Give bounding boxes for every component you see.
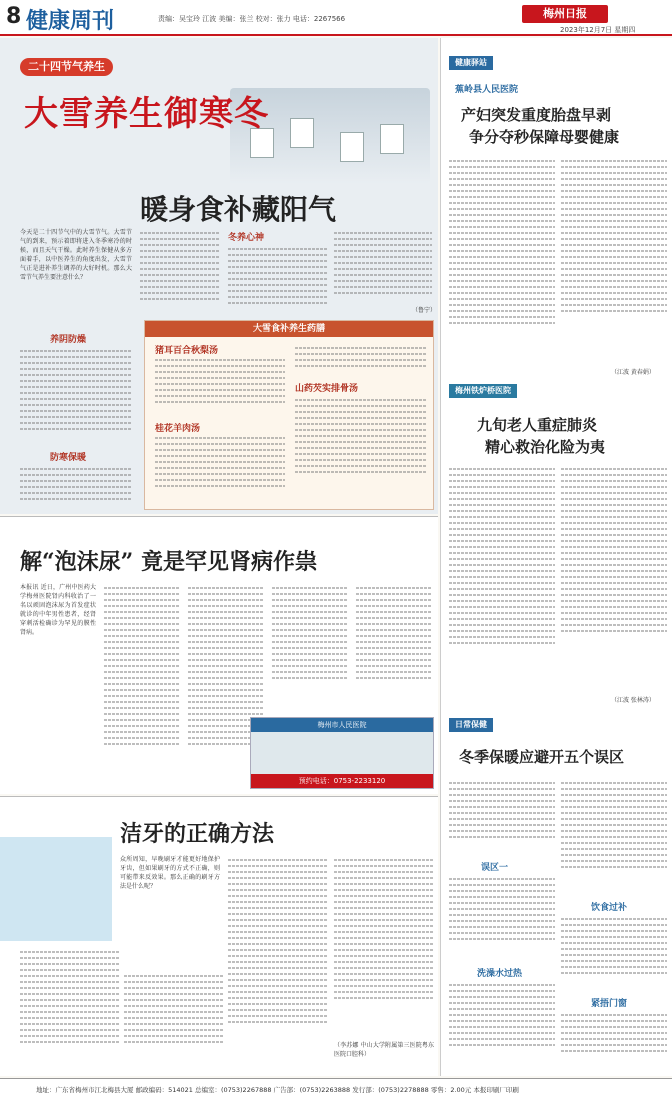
article-snow-health (0, 38, 438, 514)
article-subtitle: 暖身食补藏阳气 (140, 193, 337, 226)
text-block (334, 228, 432, 316)
author-credit: （江波 张林涛） (611, 697, 655, 704)
article-foam-urine (0, 516, 438, 794)
issue-date: 2023年12月7日 星期四 (560, 26, 636, 34)
newspaper-logo: 梅州日报 (522, 5, 608, 23)
article-intro: 今天是二十四节气中的大雪节气。大雪节气的到来，预示着即将进入冬季寒冷的时候，而且天气干燥。此时养生保健从多方面着手，以中医养生的角度出发，大雪节气正是进补养生调养的大好时机。那么大雪节气养生要注意什么？ (20, 229, 132, 281)
text-block (20, 947, 120, 1067)
text-block (20, 346, 132, 446)
news-title: 冬季保暖应避开五个误区 (459, 748, 625, 766)
section-label: 日常保健 (449, 718, 493, 732)
text-block (449, 464, 555, 694)
subhead: 洗澡水过热 (477, 969, 523, 979)
recipe-name: 山药芡实排骨汤 (295, 384, 359, 394)
hospital-photo (250, 717, 434, 789)
hospital-tag: 梅州铁炉桥医院 (449, 384, 517, 398)
subhead: 饮食过补 (591, 903, 628, 913)
subhead-moisture: 养阴防燥 (50, 335, 87, 345)
article-lead: 众所周知，早晚刷牙才能更好地保护牙齿，但如果刷牙的方式不正确，则可能带来反效果。那么正确的刷牙方法是什么呢？ (120, 856, 220, 890)
recipe-box (144, 320, 434, 510)
text-block (272, 583, 348, 703)
article-lead: 本报讯 近日，广州中医药大学梅州医院肾内科收治了一名以顽固泡沫尿为首发症状就诊的中年男性患者，经肾穿刺活检确诊为罕见的膜性肾病。 (20, 584, 96, 636)
page-footer: 地址：广东省梅州市江北梅县大厦 邮政编码：514021 总编室：(0753)2267888 广告部：(0753)2263888 发行部：(0753)2278888 零售：2.00元 本报印刷厂印刷 (0, 1078, 672, 1100)
text-block (295, 343, 427, 379)
article-teeth-cleaning (0, 796, 438, 1076)
page-header (0, 0, 672, 36)
text-block (228, 855, 328, 1065)
hospital-tag: 蕉岭县人民医院 (455, 85, 519, 95)
news-title-line2: 精心救治化险为夷 (485, 438, 606, 456)
news-title-line1: 产妇突发重度胎盘早剥 (461, 106, 612, 124)
text-block (334, 855, 434, 1035)
text-block (449, 778, 555, 858)
news-title-line2: 争分夺秒保障母婴健康 (469, 128, 620, 146)
article-title: 洁牙的正确方法 (120, 821, 275, 847)
text-block (155, 355, 285, 415)
article-title: 解“泡沫尿” 竟是罕见肾病作祟 (20, 549, 317, 575)
left-column (0, 38, 438, 1076)
hospital-name: 梅州市人民医院 (251, 718, 433, 732)
text-block (449, 980, 555, 1070)
hospital-phone: 预约电话：0753-2233120 (251, 774, 433, 788)
news-title-line1: 九旬老人重症肺炎 (477, 416, 598, 434)
text-block (104, 583, 180, 783)
text-block (124, 971, 224, 1067)
subhead: 误区一 (481, 863, 509, 873)
section-label: 健康驿站 (449, 56, 493, 70)
editor-credits: 责编：吴宝玲 江波 美编：张兰 校对：张力 电话：2267566 (158, 15, 346, 23)
text-block (356, 583, 432, 703)
text-block (449, 874, 555, 964)
page-title: 健康周刊 (26, 9, 115, 34)
subhead-warmth: 防寒保暖 (50, 453, 87, 463)
toothbrush-photo (0, 837, 112, 941)
text-block (561, 778, 667, 898)
author-credit: （江波 黄春娟） (611, 369, 655, 376)
text-block (140, 228, 220, 316)
text-block (449, 156, 555, 366)
text-block (561, 156, 667, 366)
right-column (440, 38, 672, 1076)
text-block (20, 464, 132, 510)
recipe-box-title: 大雪食补养生药膳 (145, 321, 433, 337)
subhead: 紧捂门窗 (591, 999, 628, 1009)
recipe-name: 桂花羊肉汤 (155, 424, 201, 434)
author-credit: （李苏娜 中山大学附属第三医院粤东医院口腔科） (334, 1042, 434, 1058)
recipe-name: 猪耳百合秋梨汤 (155, 346, 219, 356)
text-block (561, 1010, 667, 1070)
section-tag: 二十四节气养生 (20, 58, 113, 76)
text-block (561, 464, 667, 694)
box-heading: 冬养心神 (228, 233, 265, 243)
article-title: 大雪养生御寒冬 (24, 94, 269, 134)
text-block (155, 433, 285, 505)
text-block (295, 395, 427, 505)
text-block (228, 244, 328, 316)
author-credit: （鲁宁） (412, 307, 436, 314)
page-number: 8 (6, 4, 22, 29)
text-block (561, 914, 667, 994)
